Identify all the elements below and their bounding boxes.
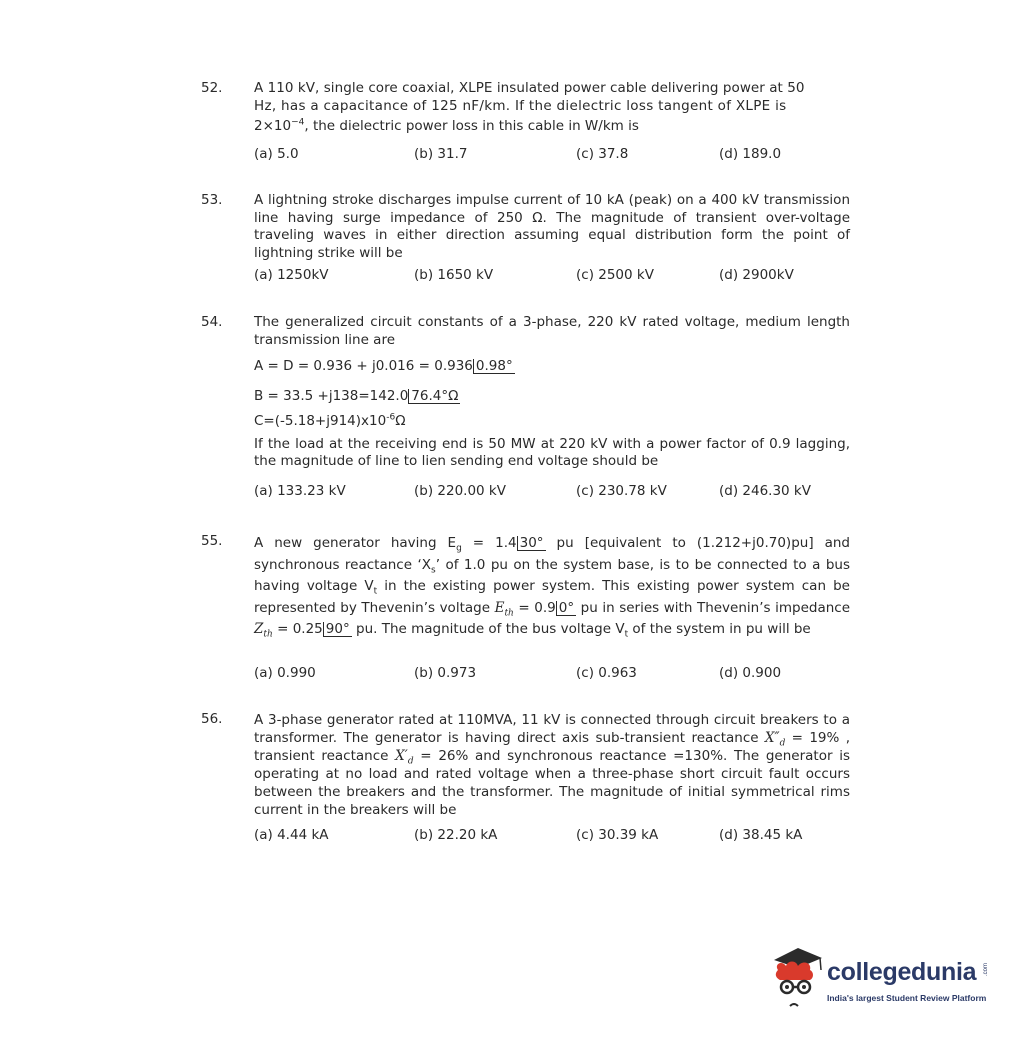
text-run: in the existing power system. This existing power system can be represented by Thevenin’s voltage — [254, 578, 850, 616]
subscript: s — [431, 565, 436, 576]
collegedunia-logo — [768, 944, 998, 1024]
question-line: A 110 kV, single core coaxial, XLPE insulated power cable delivering power at 50 — [254, 80, 805, 96]
option-b: (b) 22.20 kA — [414, 827, 498, 843]
option-d: (d) 2900kV — [719, 267, 794, 283]
math-variable: X′ — [395, 748, 408, 764]
options — [254, 827, 854, 845]
math-variable: E — [494, 599, 505, 616]
option-b: (b) 1650 kV — [414, 267, 494, 283]
math-variable: Z — [254, 621, 264, 637]
question-line: Hz, has a capacitance of 125 nF/km. If the dielectric loss tangent of XLPE is — [254, 97, 787, 114]
option-d: (d) 189.0 — [719, 146, 782, 162]
equation-a-d — [254, 358, 850, 376]
options — [254, 146, 854, 164]
equation-c — [254, 413, 850, 431]
text-run: of the system in pu will be — [628, 621, 811, 637]
question-paragraph — [254, 533, 850, 641]
question-text — [254, 80, 850, 136]
angle-value: 76.4°Ω — [411, 387, 459, 404]
angle-value: 30° — [519, 535, 544, 551]
mascot-icon — [768, 944, 826, 1016]
question-line — [254, 118, 850, 136]
unit-ohm: Ω — [395, 413, 406, 429]
angle-notation — [517, 536, 546, 551]
angle-value: 0.98° — [475, 358, 513, 374]
text-run: = 26% and synchronous reactance =130%. The generator is operating at no load and rated voltage when a three-phase short circuit fault occurs between the breakers and the transformer. The magnitude of initial symmetrical rims current in the breakers will be — [254, 748, 850, 818]
text-run: = 0.25 — [272, 621, 323, 637]
angle-notation — [323, 622, 352, 637]
option-a: (a) 0.990 — [254, 665, 316, 681]
question-text — [254, 192, 850, 262]
option-b: (b) 220.00 kV — [414, 483, 506, 499]
options — [254, 267, 854, 285]
question-text — [254, 533, 850, 641]
angle-notation — [473, 359, 515, 374]
text-run: A new generator having E — [254, 535, 457, 551]
subscript: t — [373, 586, 378, 597]
option-d: (d) 0.900 — [719, 665, 782, 681]
subscript: g — [456, 543, 462, 554]
subscript: th — [263, 629, 273, 640]
equation-text: C=(-5.18+j914)x10 — [254, 413, 387, 429]
option-d: (d) 246.30 kV — [719, 483, 811, 499]
math-variable: X″ — [764, 730, 780, 746]
option-b: (b) 0.973 — [414, 665, 477, 681]
text-run: = 1.4 — [461, 535, 517, 551]
option-c: (c) 230.78 kV — [576, 483, 667, 499]
brand-tagline: India's largest Student Review Platform — [827, 993, 987, 1003]
question-number: 56. — [201, 711, 223, 727]
options — [254, 665, 854, 683]
option-a: (a) 133.23 kV — [254, 483, 346, 499]
question-paragraph: A lightning stroke discharges impulse current of 10 kA (peak) on a 400 kV transmission line having surge impedance of 250 Ω. The magnitude of transient over-voltage traveling waves in either direction assuming equal distribution form the point of lightning strike will be — [254, 192, 850, 261]
angle-notation — [556, 601, 576, 616]
subscript: d — [407, 756, 414, 767]
question-paragraph: If the load at the receiving end is 50 MW at 220 kV with a power factor of 0.9 lagging, the magnitude of line to lien sending end voltage should be — [254, 435, 850, 469]
option-c: (c) 2500 kV — [576, 267, 654, 283]
angle-notation — [408, 389, 460, 404]
text-run: pu [equivalent to (1.212+j0.70)pu] and synchronous reactance ‘X — [254, 535, 850, 573]
question-text — [254, 711, 850, 819]
option-c: (c) 0.963 — [576, 665, 637, 681]
option-c: (c) 37.8 — [576, 146, 629, 162]
question-number: 53. — [201, 192, 223, 208]
question-paragraph: The generalized circuit constants of a 3-phase, 220 kV rated voltage, medium length transmission line are — [254, 314, 850, 348]
option-b: (b) 31.7 — [414, 146, 468, 162]
text-run: = 0.9 — [513, 599, 556, 616]
math-expression: 2×10 — [254, 118, 292, 134]
text-run: = 19% , transient reactance — [254, 730, 850, 764]
text-run: ’ of 1.0 pu on the system base, is to be connected to a bus having voltage V — [254, 556, 850, 594]
text-run: pu in series with Thevenin’s impedance — [576, 599, 850, 616]
equation-text: B = 33.5 +j138=142.0 — [254, 387, 409, 404]
question-paragraph — [254, 711, 850, 819]
brand-name: collegedunia — [827, 958, 977, 986]
question-number: 52. — [201, 80, 223, 96]
option-a: (a) 5.0 — [254, 146, 299, 162]
text-run: A 3-phase generator rated at 110MVA, 11 kV is connected through circuit breakers to a transformer. The generator is having direct axis sub-transient reactance — [254, 712, 850, 746]
subscript: t — [624, 629, 629, 640]
option-a: (a) 4.44 kA — [254, 827, 329, 843]
options — [254, 483, 854, 501]
question-text-tail: , the dielectric power loss in this cable in W/km is — [304, 118, 639, 134]
question-text — [254, 314, 850, 471]
option-a: (a) 1250kV — [254, 267, 329, 283]
subscript: th — [504, 608, 514, 619]
equation-text: A = D = 0.936 + j0.016 = 0.936 — [254, 358, 473, 374]
text-run: pu. The magnitude of the bus voltage V — [351, 621, 625, 637]
subscript: d — [779, 738, 786, 749]
exponent: -6 — [386, 412, 396, 423]
question-number: 54. — [201, 314, 223, 330]
option-d: (d) 38.45 kA — [719, 827, 803, 843]
angle-value: 90° — [325, 621, 350, 637]
angle-value: 0° — [558, 599, 575, 616]
brand-domain: .com — [983, 963, 989, 977]
equation-b — [254, 388, 850, 406]
option-c: (c) 30.39 kA — [576, 827, 659, 843]
exponent: −4 — [291, 117, 305, 128]
question-number: 55. — [201, 533, 223, 549]
